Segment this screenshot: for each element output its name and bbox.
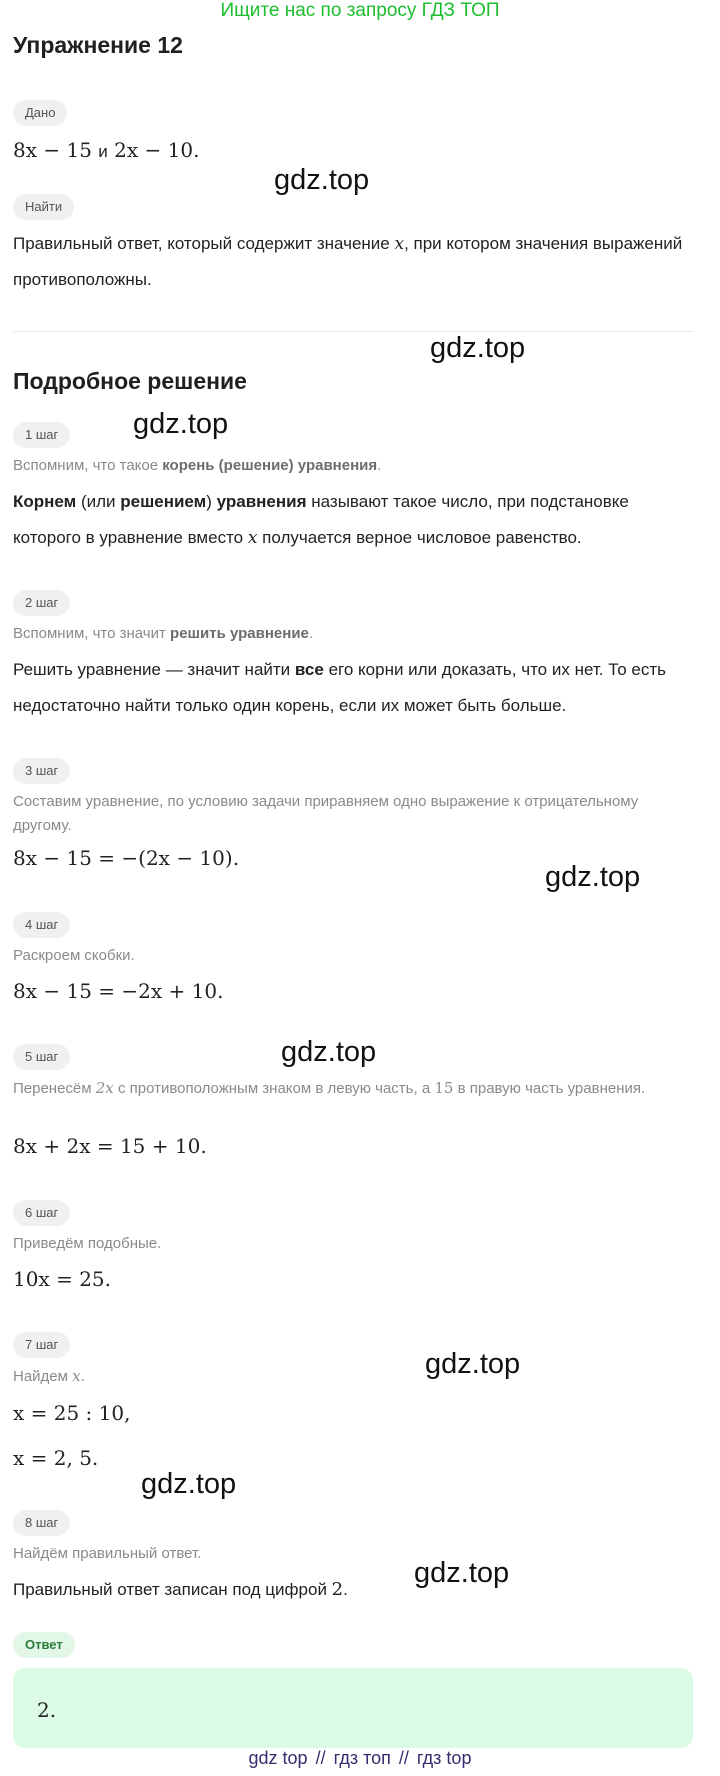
step-8-body-num: 2: [331, 1579, 344, 1600]
step-1-hint-c: .: [377, 457, 382, 474]
step-5-hint-c: в правую часть уравнения.: [453, 1080, 646, 1097]
answer-value: 2.: [37, 1698, 57, 1722]
step-5-hint-math-2: 15: [434, 1079, 454, 1097]
step-1-body-e: уравнения: [216, 492, 307, 511]
step-8-tag-wrap: [13, 1510, 70, 1536]
step-2-body-a: Решить уравнение — значит найти: [13, 660, 295, 679]
watermark: gdz.top: [141, 1468, 237, 1500]
answer-tag: Ответ: [13, 1632, 75, 1658]
step-4-tag: 4 шаг: [13, 912, 70, 938]
watermark: gdz.top: [425, 1348, 521, 1380]
given-expr-1: 8x − 15: [13, 138, 92, 162]
step-1-tag: 1 шаг: [13, 422, 70, 448]
given-tag-wrap: [13, 100, 67, 126]
given-expr-2: 2x − 10.: [114, 138, 200, 162]
step-2-hint-a: Вспомним, что значит: [13, 625, 171, 642]
section-divider: [13, 331, 693, 332]
step-1-body-d: ): [206, 492, 217, 511]
step-4-equation: 8x − 15 = −2x + 10.: [13, 979, 224, 1003]
footer-sep-2: //: [398, 1748, 409, 1768]
step-7-equation-2: x = 2, 5.: [13, 1446, 99, 1470]
page-title: Упражнение 12: [13, 32, 183, 58]
step-2-hint-c: .: [308, 625, 314, 642]
step-6-equation: 10x = 25.: [13, 1267, 112, 1291]
footer-links: [0, 1748, 720, 1769]
step-2-tag-wrap: [13, 590, 70, 616]
step-2-hint: [13, 622, 673, 646]
step-7-tag: 7 шаг: [13, 1332, 70, 1358]
footer-link-2[interactable]: гдз топ: [333, 1748, 391, 1768]
watermark: gdz.top: [545, 861, 641, 893]
step-5-hint-b: с противоположным знаком в левую часть, а: [113, 1080, 435, 1097]
step-7-tag-wrap: [13, 1332, 70, 1358]
step-2-hint-b: решить уравнение: [170, 625, 309, 642]
step-5-tag-wrap: [13, 1044, 70, 1070]
step-8-body-end: .: [343, 1580, 348, 1599]
step-7-hint-b: .: [80, 1368, 85, 1385]
step-5-equation: 8x + 2x = 15 + 10.: [13, 1134, 207, 1158]
step-5-hint-math-1: 2x: [95, 1079, 114, 1097]
given-tag: Дано: [13, 100, 67, 126]
step-1-body-f: называют такое число, при подстановке которого в уравнение вместо: [13, 492, 629, 547]
solution-title: Подробное решение: [13, 368, 247, 394]
step-8-body: [13, 1572, 683, 1608]
find-text-b: , при котором значения выражений противоположны.: [13, 234, 683, 289]
step-1-tag-wrap: [13, 422, 70, 448]
step-2-body-b: все: [294, 660, 324, 679]
step-7-equation-1: x = 25 : 10,: [13, 1401, 131, 1425]
given-expressions: [13, 138, 199, 162]
footer-link-3[interactable]: гдз top: [416, 1748, 472, 1768]
step-8-hint: Найдём правильный ответ.: [13, 1545, 202, 1562]
step-1-body-a: Корнем: [13, 492, 77, 511]
watermark: gdz.top: [281, 1036, 377, 1068]
find-text: [13, 226, 683, 298]
step-6-tag: 6 шаг: [13, 1200, 70, 1226]
find-var: x: [394, 234, 405, 254]
step-1-body: [13, 484, 683, 556]
search-banner: Ищите нас по запросу ГДЗ ТОП: [220, 0, 500, 21]
step-2-body-c: его корни или доказать, что их нет. То есть недостаточно найти только один корень, если их может быть больше.: [13, 660, 667, 715]
step-3-tag: 3 шаг: [13, 758, 70, 784]
step-8-body-text: Правильный ответ записан под цифрой: [13, 1580, 332, 1599]
step-2-tag: 2 шаг: [13, 590, 70, 616]
find-text-a: Правильный ответ, который содержит значение: [13, 234, 395, 253]
watermark: gdz.top: [430, 332, 526, 364]
step-6-hint: Приведём подобные.: [13, 1235, 162, 1252]
step-5-hint-a: Перенесём: [13, 1080, 96, 1097]
step-4-tag-wrap: [13, 912, 70, 938]
footer-sep-1: //: [315, 1748, 326, 1768]
step-3-hint: Составим уравнение, по условию задачи приравняем одно выражение к отрицательному другому.: [13, 793, 639, 834]
watermark: gdz.top: [274, 164, 370, 196]
step-1-body-var: x: [247, 528, 258, 548]
step-1-body-g: получается верное числовое равенство.: [257, 528, 582, 547]
step-5-hint: [13, 1076, 673, 1101]
watermark: gdz.top: [414, 1557, 510, 1589]
step-3-equation: 8x − 15 = −(2x − 10).: [13, 846, 240, 870]
step-1-body-b: (или: [76, 492, 121, 511]
answer-box: [13, 1668, 693, 1748]
find-tag-wrap: [13, 194, 74, 220]
step-3-tag-wrap: [13, 758, 70, 784]
step-7-hint: [13, 1364, 673, 1389]
step-6-tag-wrap: [13, 1200, 70, 1226]
step-1-hint-b: корень (решение) уравнения: [162, 457, 378, 474]
step-1-hint: [13, 454, 673, 478]
step-1-hint-a: Вспомним, что такое: [13, 457, 163, 474]
step-4-hint: Раскроем скобки.: [13, 947, 135, 964]
step-7-hint-a: Найдем: [13, 1368, 73, 1385]
given-conj: и: [98, 142, 108, 161]
find-tag: Найти: [13, 194, 74, 220]
step-2-body: [13, 652, 683, 724]
step-7-hint-var: x: [72, 1367, 81, 1385]
step-1-body-c: решением: [120, 492, 207, 511]
answer-tag-wrap: [13, 1632, 75, 1658]
footer-link-1[interactable]: gdz top: [248, 1748, 308, 1768]
step-8-tag: 8 шаг: [13, 1510, 70, 1536]
watermark: gdz.top: [133, 408, 229, 440]
step-5-tag: 5 шаг: [13, 1044, 70, 1070]
